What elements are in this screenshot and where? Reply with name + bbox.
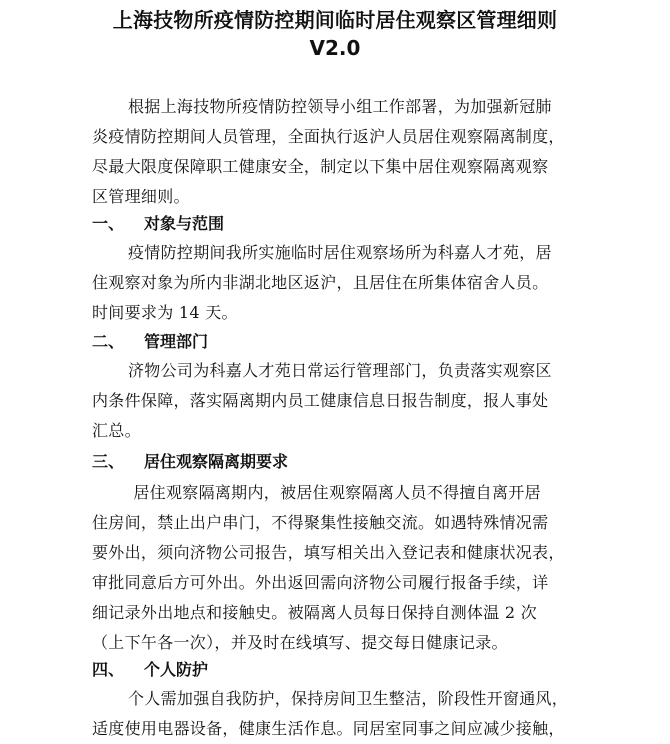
- body-line: 内条件保障，落实隔离期内员工健康信息日报告制度，报人事处: [92, 391, 549, 410]
- body-line: 济物公司为科嘉人才苑日常运行管理部门，负责落实观察区: [128, 361, 552, 380]
- body-line: 细记录外出地点和接触史。被隔离人员每日保持自测体温 2 次: [92, 603, 538, 622]
- section-body-scope: [92, 238, 592, 328]
- section-number: 三、: [92, 452, 125, 471]
- body-line: 住房间，禁止出户串门，不得聚集性接触交流。如遇特殊情况需: [92, 513, 549, 532]
- section-heading-scope: [92, 212, 592, 236]
- section-body-management: [92, 356, 592, 446]
- document-title: 上海技物所疫情防控期间临时居住观察区管理细则: [112, 8, 558, 32]
- section-title: 居住观察隔离期要求: [144, 452, 289, 471]
- section-heading-quarantine: [92, 450, 592, 474]
- section-number: 四、: [92, 660, 125, 679]
- section-title: 管理部门: [144, 332, 209, 351]
- section-title: 个人防护: [144, 660, 209, 679]
- section-heading-management: [92, 330, 592, 354]
- intro-paragraph: [92, 92, 592, 212]
- body-line: 要外出，须向济物公司报告，填写相关出入登记表和健康状况表，: [92, 543, 565, 562]
- body-line: （上下午各一次），并及时在线填写、提交每日健康记录。: [92, 633, 508, 652]
- body-line: 时间要求为 14 天。: [92, 303, 238, 322]
- section-body-quarantine: [92, 478, 592, 658]
- body-line: 汇总。: [92, 421, 141, 440]
- section-body-protection: [92, 684, 592, 744]
- section-number: 二、: [92, 332, 125, 351]
- intro-line: 炎疫情防控期间人员管理，全面执行返沪人员居住观察隔离制度，: [92, 127, 565, 146]
- intro-line: 尽最大限度保障职工健康安全，制定以下集中居住观察隔离观察: [92, 157, 549, 176]
- body-line: 适度使用电器设备，健康生活作息。同居室同事之间应减少接触，: [92, 719, 565, 738]
- section-number: 一、: [92, 214, 125, 233]
- body-line: 居住观察隔离期内，被居住观察隔离人员不得擅自离开居: [128, 483, 541, 502]
- body-line: 审批同意后方可外出。外出返回需向济物公司履行报备手续，详: [92, 573, 549, 592]
- intro-line: 区管理细则。: [92, 187, 190, 206]
- body-line: 疫情防控期间我所实施临时居住观察场所为科嘉人才苑，居: [128, 243, 552, 262]
- document-version: V2.0: [309, 36, 361, 60]
- intro-line: 根据上海技物所疫情防控领导小组工作部署，为加强新冠肺: [128, 97, 552, 116]
- section-heading-protection: [92, 658, 592, 682]
- body-line: 住观察对象为所内非湖北地区返沪，且居住在所集体宿舍人员。: [92, 273, 549, 292]
- section-title: 对象与范围: [144, 214, 225, 233]
- body-line: 个人需加强自我防护，保持房间卫生整洁，阶段性开窗通风，: [128, 689, 569, 708]
